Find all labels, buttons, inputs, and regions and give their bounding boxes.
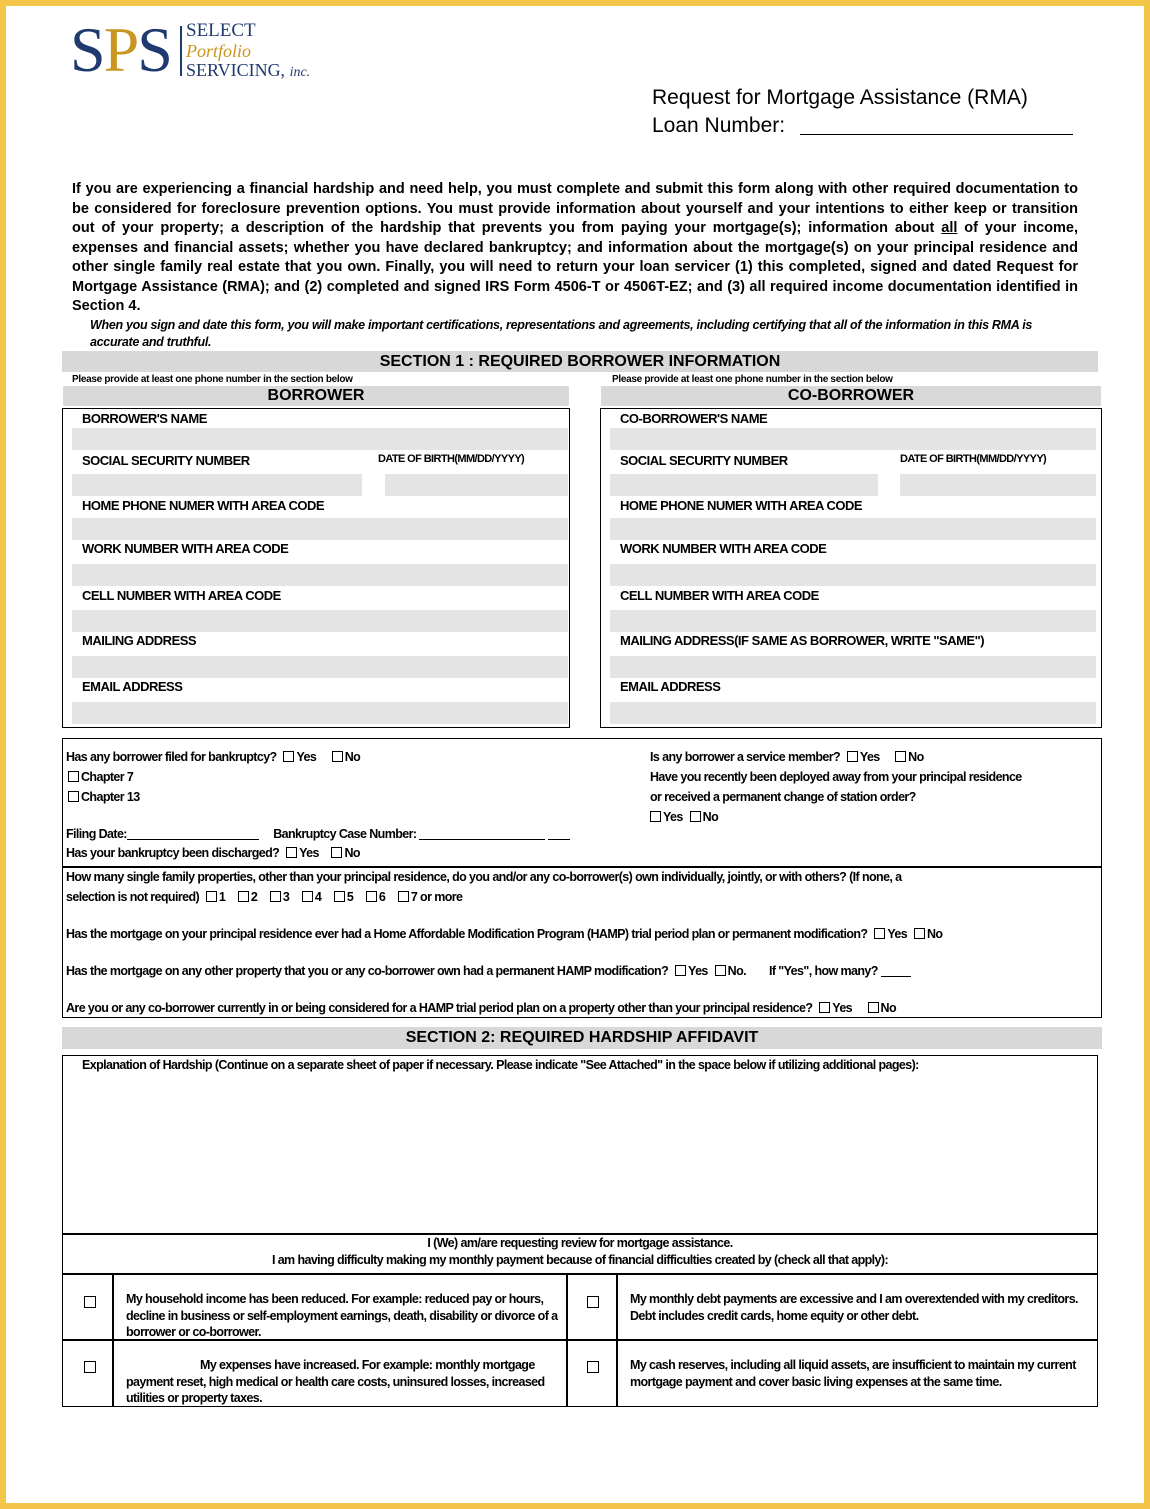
coborrower-mailing-input[interactable]	[610, 656, 1096, 678]
logo-letter-p: P	[103, 14, 138, 85]
discharged-yes-checkbox[interactable]	[286, 847, 297, 858]
coborrower-home-phone-input[interactable]	[610, 518, 1096, 540]
discharged-question	[66, 843, 360, 863]
deployed-options	[646, 807, 718, 827]
intro-text-2: of your income, expenses and financial assets; whether you have declared bankruptcy; and information about the mortgage(s) on your principal residence and other single family real estate that you own. Finally, you will need to return your loan servicer (1) this completed, signed and dated Request for Mortgage Assistance (RMA); and (2) completed and signed IRS Form 4506-T or 4506T-EZ; and (3) all required income documentation identified in Section 4.	[72, 220, 1078, 314]
borrower-heading: BORROWER	[63, 386, 569, 406]
bankruptcy-question	[66, 747, 360, 767]
bankruptcy-question-text: Has any borrower filed for bankruptcy?	[66, 750, 277, 764]
properties-line1: How many single family properties, other than your principal residence, do you and/or any co-borrower(s) own individually, jointly, or with others? (If none, a	[66, 870, 902, 884]
phone-note-borrower: Please provide at least one phone number in the section below	[72, 374, 353, 385]
hardship-explanation-label: Explanation of Hardship (Continue on a separate sheet of paper if necessary. Please indicate "See Attached" in the space below if utilizing additional pages):	[82, 1058, 919, 1072]
borrower-mailing-input[interactable]	[72, 656, 568, 678]
how-many-label: If "Yes", how many?	[768, 964, 878, 978]
case-number-label: Bankruptcy Case Number:	[273, 827, 417, 841]
filing-date-label: Filing Date:	[66, 827, 127, 841]
intro-paragraph	[72, 180, 1078, 317]
hamp-trial-no-checkbox[interactable]	[868, 1002, 879, 1013]
logo-select: SELECT	[186, 20, 256, 41]
chapter7-option	[64, 767, 133, 787]
property-7-checkbox[interactable]	[398, 891, 409, 902]
coborrower-email-label: EMAIL ADDRESS	[620, 679, 721, 694]
property-2-checkbox[interactable]	[238, 891, 249, 902]
coborrower-work-label: WORK NUMBER WITH AREA CODE	[620, 541, 827, 556]
intro-emphasis: all	[941, 220, 958, 236]
service-member-text: Is any borrower a service member?	[650, 750, 841, 764]
discharged-yes-label: Yes	[299, 846, 319, 860]
deployed-yes-label: Yes	[663, 810, 683, 824]
reason-income-text: My household income has been reduced. For example: reduced pay or hours, decline in business or self-employment earnings, death, disability or divorce of a borrower or co-borrower.	[126, 1292, 558, 1339]
hamp-other-yes-label: Yes	[688, 964, 708, 978]
properties-line2-text: selection is not required)	[66, 890, 200, 904]
logo-servicing-text: SERVICING,	[186, 60, 286, 80]
property-5-label: 5	[346, 890, 354, 904]
coborrower-ssn-input[interactable]	[610, 474, 878, 496]
deployed-yes-checkbox[interactable]	[650, 811, 661, 822]
section1-title: SECTION 1 : REQUIRED BORROWER INFORMATION	[62, 351, 1098, 372]
sps-logo	[70, 14, 171, 85]
coborrower-cell-label: CELL NUMBER WITH AREA CODE	[620, 588, 819, 603]
property-1-checkbox[interactable]	[206, 891, 217, 902]
properties-line2	[66, 887, 462, 907]
service-no-checkbox[interactable]	[895, 751, 906, 762]
borrower-mailing-label: MAILING ADDRESS	[82, 633, 197, 648]
chapter7-checkbox[interactable]	[68, 771, 79, 782]
coborrower-name-label: CO-BORROWER'S NAME	[620, 411, 768, 426]
reason-cash-checkbox[interactable]	[587, 1361, 599, 1373]
deployed-no-label: No	[702, 810, 719, 824]
hamp-principal-yes-label: Yes	[887, 927, 908, 941]
logo-divider	[180, 26, 182, 76]
borrower-name-input[interactable]	[72, 428, 568, 450]
borrower-email-input[interactable]	[72, 702, 568, 724]
coborrower-cell-input[interactable]	[610, 610, 1096, 632]
logo-inc: inc.	[289, 65, 311, 80]
coborrower-mailing-label: MAILING ADDRESS(IF SAME AS BORROWER, WRITE "SAME")	[620, 633, 985, 648]
page-title: Request for Mortgage Assistance (RMA)	[652, 86, 1028, 109]
borrower-ssn-input[interactable]	[72, 474, 362, 496]
filing-date-field[interactable]	[127, 839, 259, 840]
chapter13-checkbox[interactable]	[68, 791, 79, 802]
hamp-principal-yes-checkbox[interactable]	[874, 928, 885, 939]
property-5-checkbox[interactable]	[334, 891, 345, 902]
logo-portfolio: Portfolio	[186, 41, 252, 61]
hamp-trial-no-label: No	[880, 1001, 896, 1015]
hardship-divider-2	[62, 1273, 1098, 1275]
hamp-trial-yes-label: Yes	[832, 1001, 853, 1015]
reason-income-checkbox[interactable]	[84, 1296, 96, 1308]
loan-number-label: Loan Number:	[652, 114, 786, 137]
borrower-ssn-label: SOCIAL SECURITY NUMBER	[82, 453, 250, 468]
hardship-col-1	[112, 1273, 114, 1407]
bankruptcy-no-label: No	[344, 750, 361, 764]
hamp-principal-no-checkbox[interactable]	[914, 928, 925, 939]
borrower-email-label: EMAIL ADDRESS	[82, 679, 183, 694]
coborrower-dob-label: DATE OF BIRTH(MM/DD/YYYY)	[900, 453, 1047, 465]
case-number-suffix-field[interactable]	[548, 839, 570, 840]
property-6-checkbox[interactable]	[366, 891, 377, 902]
discharged-no-checkbox[interactable]	[331, 847, 342, 858]
borrower-dob-input[interactable]	[385, 474, 568, 496]
borrower-cell-input[interactable]	[72, 610, 568, 632]
coborrower-heading: CO-BORROWER	[601, 386, 1101, 406]
coborrower-dob-input[interactable]	[900, 474, 1096, 496]
hamp-other-no-label: No.	[727, 964, 746, 978]
chapter7-label: Chapter 7	[81, 770, 134, 784]
service-no-label: No	[908, 750, 924, 764]
logo-servicing	[186, 61, 310, 82]
hardship-col-2	[566, 1273, 568, 1407]
filing-row	[66, 824, 570, 844]
bankruptcy-yes-label: Yes	[296, 750, 317, 764]
request-line2: I am having difficulty making my monthly payment because of financial difficulties created by (check all that apply):	[271, 1253, 889, 1267]
hamp-trial-text: Are you or any co-borrower currently in or being considered for a HAMP trial period plan on a property other than your principal residence?	[66, 1001, 813, 1015]
service-yes-label: Yes	[859, 750, 880, 764]
property-3-checkbox[interactable]	[270, 891, 281, 902]
chapter13-label: Chapter 13	[81, 790, 140, 804]
hamp-trial-question	[66, 998, 896, 1018]
hamp-other-no-checkbox[interactable]	[715, 965, 726, 976]
bankruptcy-yes-checkbox[interactable]	[283, 751, 294, 762]
hamp-other-question	[66, 961, 911, 981]
section2-title: SECTION 2: REQUIRED HARDSHIP AFFIDAVIT	[62, 1027, 1102, 1049]
service-yes-checkbox[interactable]	[847, 751, 858, 762]
property-1-label: 1	[218, 890, 226, 904]
hardship-col-3	[616, 1273, 618, 1407]
coborrower-home-phone-label: HOME PHONE NUMER WITH AREA CODE	[620, 498, 863, 513]
intro-text-1: If you are experiencing a financial hardship and need help, you must complete and submit this form along with other required documentation to be considered for foreclosure prevention options. You must provide information about yourself and your intentions to either keep or transition out of your property; a description of the hardship that prevents you from paying your mortgage(s); information about	[72, 181, 1078, 236]
borrower-cell-label: CELL NUMBER WITH AREA CODE	[82, 588, 281, 603]
hamp-principal-no-label: No	[926, 927, 943, 941]
logo-letter-s2: S	[137, 14, 171, 85]
loan-number-field[interactable]	[800, 134, 1073, 135]
borrower-work-input[interactable]	[72, 564, 568, 586]
borrower-name-label: BORROWER'S NAME	[82, 411, 207, 426]
borrower-dob-label: DATE OF BIRTH(MM/DD/YYYY)	[378, 453, 525, 465]
certification-note: When you sign and date this form, you will make important certifications, representations and agreements, including certifying that all of the information in this RMA is accurate and truthful.	[90, 318, 1033, 349]
deployed-no-checkbox[interactable]	[690, 811, 701, 822]
hamp-principal-question	[66, 924, 942, 944]
property-4-label: 4	[314, 890, 322, 904]
hamp-trial-yes-checkbox[interactable]	[819, 1002, 830, 1013]
discharged-question-text: Has your bankruptcy been discharged?	[66, 846, 280, 860]
deployed-line1: Have you recently been deployed away from your principal residence	[650, 770, 1022, 784]
hamp-other-yes-checkbox[interactable]	[675, 965, 686, 976]
property-6-label: 6	[378, 890, 386, 904]
phone-note-coborrower: Please provide at least one phone number in the section below	[612, 374, 893, 385]
hamp-principal-text: Has the mortgage on your principal residence ever had a Home Affordable Modification Program (HAMP) trial period plan or permanent modification?	[66, 927, 868, 941]
request-line1: I (We) am/are requesting review for mortgage assistance.	[427, 1236, 733, 1250]
borrower-home-phone-label: HOME PHONE NUMER WITH AREA CODE	[82, 498, 325, 513]
hamp-other-text: Has the mortgage on any other property that you or any co-borrower own had a permanent HAMP modification?	[66, 964, 669, 978]
reason-debt-text: My monthly debt payments are excessive and I am overextended with my creditors. Debt includes credit cards, home equity or other debt.	[630, 1292, 1078, 1323]
bankruptcy-no-checkbox[interactable]	[332, 751, 343, 762]
coborrower-ssn-label: SOCIAL SECURITY NUMBER	[620, 453, 788, 468]
reason-expenses-checkbox[interactable]	[84, 1361, 96, 1373]
property-3-label: 3	[282, 890, 290, 904]
chapter13-option	[64, 787, 140, 807]
hardship-explanation-area[interactable]	[64, 1078, 1096, 1232]
coborrower-name-input[interactable]	[610, 428, 1096, 450]
reason-cash-text: My cash reserves, including all liquid assets, are insufficient to maintain my current mortgage payment and cover basic living expenses at the same time.	[630, 1358, 1076, 1389]
reason-expenses-text: My expenses have increased. For example: monthly mortgage payment reset, high medical or health care costs, uninsured losses, increased utilities or property taxes.	[126, 1358, 545, 1405]
property-7-label: 7 or more	[410, 890, 463, 904]
logo-letter-s: S	[70, 14, 104, 85]
how-many-field[interactable]	[881, 976, 911, 977]
deployed-line2: or received a permanent change of station order?	[650, 790, 916, 804]
property-4-checkbox[interactable]	[302, 891, 313, 902]
coborrower-work-input[interactable]	[610, 564, 1096, 586]
service-member-question	[650, 747, 924, 767]
reason-debt-checkbox[interactable]	[587, 1296, 599, 1308]
borrower-home-phone-input[interactable]	[72, 518, 568, 540]
discharged-no-label: No	[344, 846, 360, 860]
case-number-field[interactable]	[419, 839, 545, 840]
borrower-work-label: WORK NUMBER WITH AREA CODE	[82, 541, 289, 556]
coborrower-email-input[interactable]	[610, 702, 1096, 724]
property-2-label: 2	[250, 890, 258, 904]
